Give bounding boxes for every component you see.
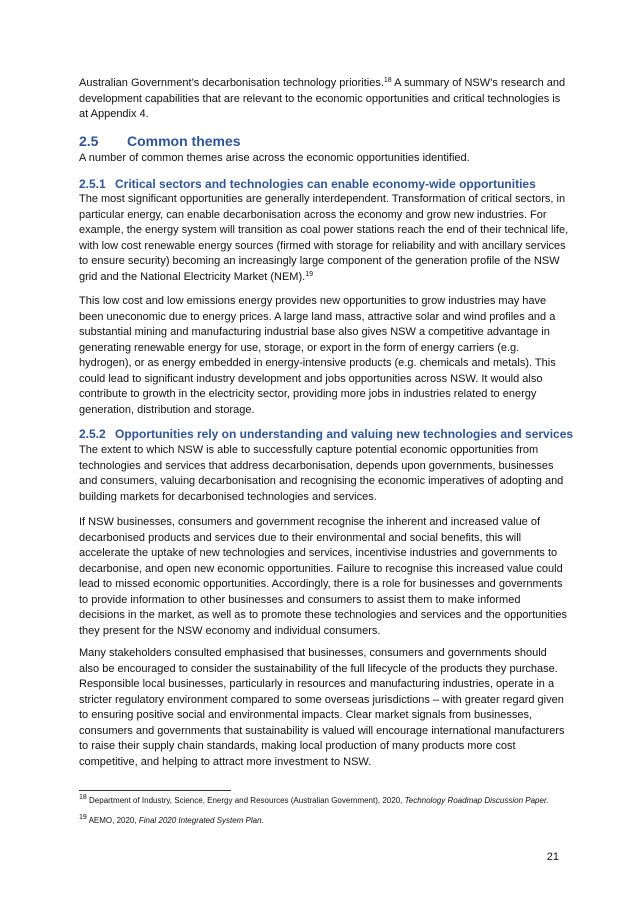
intro-paragraph: Australian Government’s decarbonisation technology priorities.$^{18}$ A summary of NSW’s research and development capabilities that are relevant to the economic opportunities and critical technologies is at Appendix 4. [79, 77, 566, 120]
section-2-5-2-paragraph-2: If NSW businesses, consumers and government recognise the inherent and increased value of decarbonised products and services due to their environmental and social benefits, this will accelerate the uptake of new technologies and services, incentivise industries and governments to decarbonise, and open new economic opportunities. Failure to recognise this increased value could lead to missed economic opportunities. Accordingly, there is a role for businesses and governments to provide information to other businesses and consumers to assist them to make informed decisions in the market, as well as to promote these technologies and services and the opportunities they present for the NSW economy and individual consumers. [79, 516, 567, 637]
section-2-5-1-paragraph-1: The most significant opportunities are generally interdependent. Transformation of critical sectors, in particular energy, can enable decarbonisation across the economy and grow new industries. For example, the energy system will transition as coal power stations reach the end of their technical life, with low cost renewable energy sources (firmed with storage for reliability and with ancillary services to ensure security) becoming an increasingly large component of the generation profile of the NSW grid and the National Electricity Market (NEM).$^{19}$ [79, 193, 569, 283]
section-2-5-1-paragraph-2: This low cost and low emissions energy provides new opportunities to grow industries may have been uneconomic due to energy prices. A large land mass, attractive solar and wind profiles and a substantial mining and manufacturing industrial base also gives NSW a competitive advantage in generating renewable energy for use, storage, or export in the form of energy carriers (e.g. hydrogen), or as energy embedded in energy-intensive products (e.g. chemicals and metals). This could lead to significant industry development and jobs opportunities across NSW. It would also contribute to growth in the electricity sector, providing more jobs in industries related to energy generation, distribution and storage. [79, 295, 556, 416]
page-number: 21 [546, 851, 559, 863]
footnote-19: $^{19}$ AEMO, 2020, Final 2020 Integrated System Plan. [79, 814, 264, 825]
section-heading-2-5: 2.5 Common themes [79, 133, 241, 149]
section-2-5-2-paragraph-1: The extent to which NSW is able to successfully capture potential economic opportunities from technologies and services that address decarbonisation, depends upon governments, businesses and consumers, valuing decarbonisation and recognising the economic imperatives of adopting and building markets for decarbonised technologies and services. [79, 444, 564, 503]
footnote-ref-19[interactable]: 19 [305, 270, 313, 278]
footnote-ref-18[interactable]: 18 [383, 77, 392, 84]
footnote-divider [79, 790, 231, 791]
section-2-5-2-paragraph-3: Many stakeholders consulted emphasised that businesses, consumers and governments should also be encouraged to consider the sustainability of the full lifecycle of the products they purchase. Responsible local businesses, particularly in resources and manufacturing industries, operate in a stricter regulatory environment compared to some overseas jurisdictions – with greater regard given to ensuring positive social and environmental impacts. Clear market signals from businesses, consumers and governments that sustainability is valued will encourage international manufacturers to raise their supply chain standards, making local production of many products more cost competitive, and helping to attract more investment to NSW. [79, 647, 565, 768]
subsection-heading-2-5-1: 2.5.1 Critical sectors and technologies can enable economy-wide opportunities [79, 177, 536, 191]
subsection-heading-2-5-2: 2.5.2 Opportunities rely on understanding and valuing new technologies and services [79, 427, 574, 441]
footnote-18: $^{18}$ Department of Industry, Science, Energy and Resources (Australian Government), 2020, Technology Roadmap Discussion Paper. [79, 794, 549, 805]
common-themes-intro: A number of common themes arise across the economic opportunities identified. [79, 152, 470, 164]
